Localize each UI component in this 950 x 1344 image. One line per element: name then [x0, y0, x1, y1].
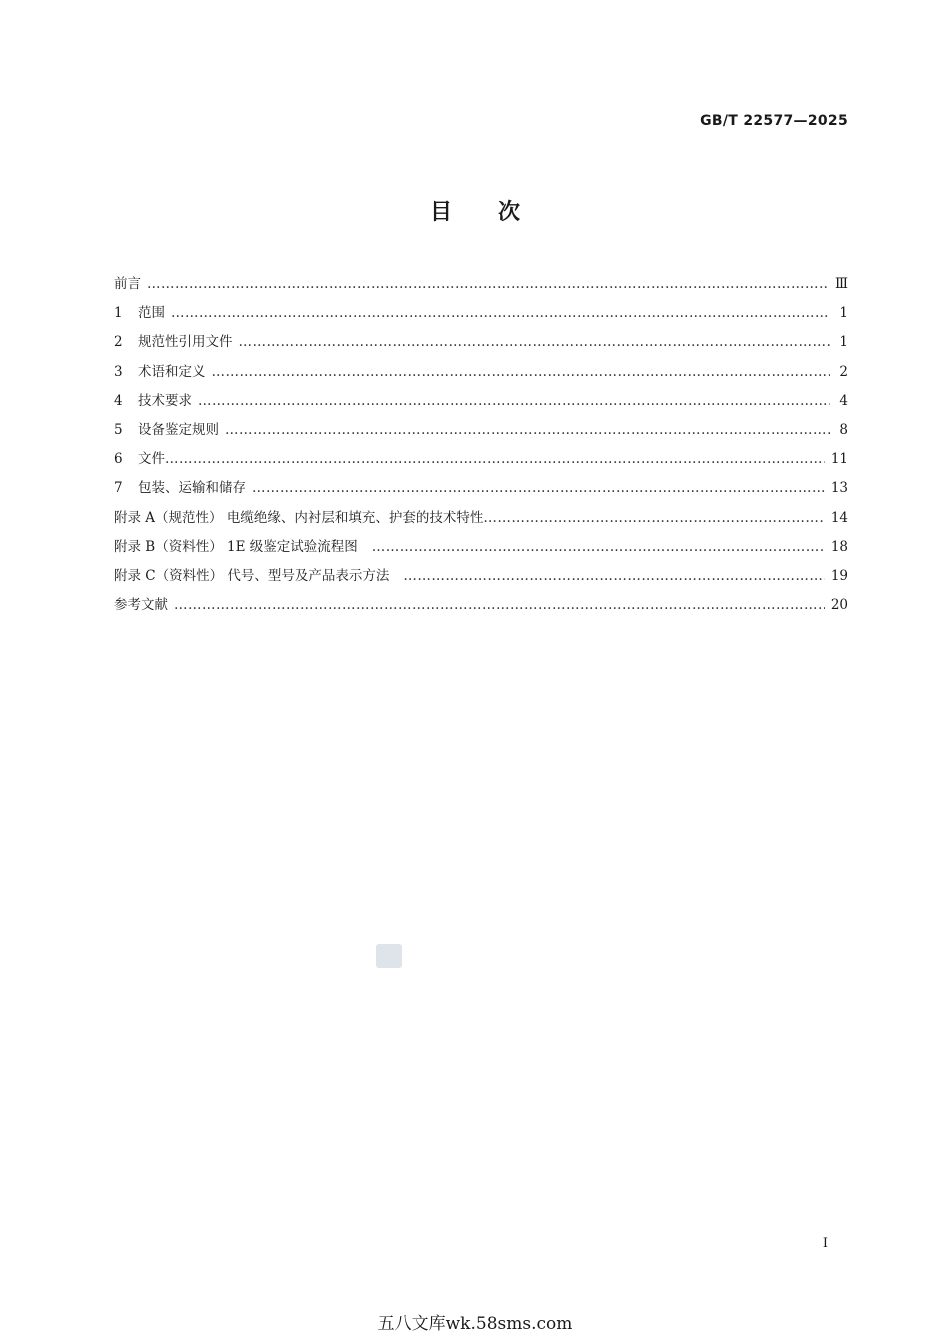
toc-entry-label: 前言 [114, 276, 141, 292]
toc-entry-label: 附录 B（资料性） 1E 级鉴定试验流程图 [114, 538, 358, 555]
toc-entry-page: 1 [839, 305, 848, 322]
sac-logo-watermark [376, 944, 402, 968]
table-of-contents [114, 272, 848, 622]
toc-leader-dots [212, 364, 831, 380]
toc-entry-annex-c[interactable] [114, 564, 848, 593]
toc-entry-label: 7 包装、运输和储存 [114, 480, 246, 497]
toc-entry-label: 4 技术要求 [114, 392, 192, 409]
toc-entry-bibliography[interactable] [114, 593, 848, 622]
footer-source-watermark: 五八文库wk.58sms.com [377, 1314, 573, 1334]
toc-entry-annex-b[interactable] [114, 535, 848, 564]
toc-entry-label: 3 术语和定义 [114, 363, 206, 380]
toc-entry-page: 4 [839, 392, 848, 409]
toc-leader-dots [225, 422, 830, 438]
toc-title: 目次 [429, 200, 566, 225]
toc-leader-dots [239, 334, 831, 350]
toc-entry-packaging[interactable] [114, 476, 848, 505]
toc-entry-page: 19 [830, 567, 848, 584]
toc-entry-page: Ⅲ [834, 276, 848, 292]
toc-entry-terms-definitions[interactable] [114, 360, 848, 389]
toc-entry-page: 11 [830, 451, 848, 468]
toc-entry-page: 2 [839, 363, 848, 380]
toc-leader-dots [483, 510, 824, 526]
toc-leader-dots [174, 597, 825, 613]
toc-entry-page: 8 [839, 421, 848, 438]
toc-entry-page: 1 [839, 334, 848, 351]
toc-entry-label: 6 文件 [114, 451, 165, 468]
toc-entry-qualification-rules[interactable] [114, 418, 848, 447]
toc-entry-normative-references[interactable] [114, 330, 848, 359]
toc-entry-page: 14 [830, 509, 848, 526]
toc-entry-documents[interactable] [114, 447, 848, 476]
toc-leader-dots [165, 451, 825, 467]
toc-leader-dots [147, 276, 829, 292]
toc-entry-annex-a[interactable] [114, 506, 848, 535]
toc-entry-scope[interactable] [114, 301, 848, 330]
toc-entry-label: 参考文献 [114, 597, 168, 614]
toc-leader-dots [171, 305, 830, 321]
toc-entry-page: 18 [830, 538, 848, 555]
toc-entry-label: 2 规范性引用文件 [114, 334, 233, 351]
toc-leader-dots [403, 568, 824, 584]
toc-entry-technical-requirements[interactable] [114, 389, 848, 418]
toc-entry-label: 1 范围 [114, 305, 165, 322]
page-number: I [822, 1236, 828, 1251]
toc-leader-dots [252, 480, 825, 496]
toc-leader-dots [198, 393, 830, 409]
toc-entry-page: 20 [830, 597, 848, 614]
toc-leader-dots [372, 539, 825, 555]
toc-entry-foreword[interactable] [114, 272, 848, 301]
toc-entry-page: 13 [830, 480, 848, 497]
toc-entry-label: 附录 A（规范性） 电缆绝缘、内衬层和填充、护套的技术特性 [114, 509, 484, 526]
toc-entry-label: 5 设备鉴定规则 [114, 421, 219, 438]
standard-code: GB/T 22577—2025 [700, 113, 848, 129]
toc-entry-label: 附录 C（资料性） 代号、型号及产品表示方法 [114, 567, 390, 584]
